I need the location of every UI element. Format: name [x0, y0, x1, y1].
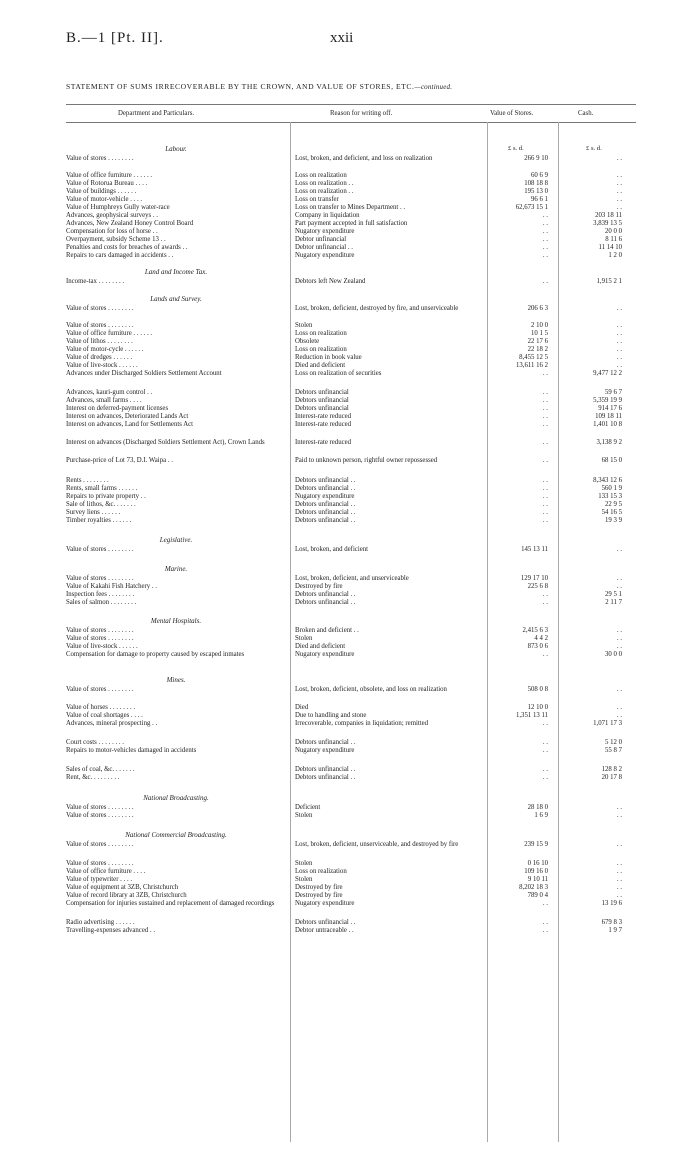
stores-value-cell: . . — [542, 747, 548, 754]
particulars-cell: Inspection fees . . . . . . . . — [66, 591, 135, 598]
stores-value-cell: 62,673 15 1 — [515, 204, 548, 211]
stores-value-cell: . . — [542, 252, 548, 259]
particulars-cell: Advances, kauri-gum control . . — [66, 389, 153, 396]
stores-value-cell: . . — [542, 439, 548, 446]
reason-cell: Broken and deficient . . — [295, 627, 359, 634]
particulars-cell: Advances, geophysical surveys . . — [66, 212, 158, 219]
reason-cell: Nugatory expenditure — [295, 651, 355, 658]
stores-value-cell: . . — [542, 927, 548, 934]
cash-value-cell: . . — [616, 635, 622, 642]
stores-value-cell: . . — [542, 405, 548, 412]
particulars-cell: Value of Kakahi Fish Hatchery . . — [66, 583, 157, 590]
cash-value-cell: . . — [616, 812, 622, 819]
particulars-cell: Survey liens . . . . . . — [66, 509, 121, 516]
cash-value-cell: 3,839 13 5 — [593, 220, 622, 227]
cash-value-cell: . . — [616, 155, 622, 162]
stores-value-cell: . . — [542, 413, 548, 420]
reason-cell: Destroyed by fire — [295, 884, 343, 891]
particulars-cell: Value of motor-vehicle . . . . — [66, 196, 143, 203]
particulars-cell: Repairs to cars damaged in accidents . . — [66, 252, 174, 259]
particulars-cell: Value of record library at 3ZB, Christchurch — [66, 892, 187, 899]
cash-value-cell: . . — [616, 172, 622, 179]
reason-cell: Debtors unfinancial — [295, 389, 349, 396]
particulars-cell: Value of typewriter . . . . — [66, 876, 133, 883]
stores-value-cell: 1 6 9 — [534, 812, 548, 819]
cash-value-cell: 8 11 6 — [605, 236, 622, 243]
cash-value-cell: 3,138 9 2 — [596, 439, 622, 446]
particulars-cell: Income-tax . . . . . . . . — [66, 278, 125, 285]
cash-unit-label: £ s. d. — [586, 145, 602, 152]
reason-cell: Nugatory expenditure — [295, 747, 355, 754]
reason-cell: Paid to unknown person, rightful owner repossessed — [295, 457, 438, 464]
stores-value-cell: . . — [542, 212, 548, 219]
particulars-cell: Penalties and costs for breaches of awards . . — [66, 244, 188, 251]
particulars-cell: Value of office furniture . . . . — [66, 868, 146, 875]
cash-value-cell: . . — [616, 204, 622, 211]
cash-value-cell: . . — [616, 354, 622, 361]
cash-value-cell: 1 2 0 — [608, 252, 622, 259]
stores-value-cell: . . — [542, 739, 548, 746]
title-suffix: —continued. — [414, 83, 453, 91]
stores-value-cell: . . — [542, 900, 548, 907]
stores-value-cell: . . — [542, 509, 548, 516]
reason-cell: Interest-rate reduced — [295, 439, 352, 446]
stores-value-cell: 8,455 12 5 — [519, 354, 548, 361]
reason-cell: Loss on transfer — [295, 196, 339, 203]
section-heading: Marine. — [164, 565, 188, 573]
stores-value-cell: . . — [542, 228, 548, 235]
cash-value-cell: 1,071 17 3 — [593, 720, 622, 727]
cash-value-cell: . . — [616, 188, 622, 195]
cash-value-cell: 55 8 7 — [605, 747, 622, 754]
section-heading: Legislative. — [159, 536, 193, 544]
reason-cell: Debtors unfinancial . . — [295, 774, 356, 781]
particulars-cell: Radio advertising . . . . . . — [66, 919, 135, 926]
cash-value-cell: 1,915 2 1 — [596, 278, 622, 285]
particulars-cell: Interest on advances, Land for Settlements Act — [66, 421, 194, 428]
stores-value-cell: 129 17 10 — [520, 575, 548, 582]
cash-value-cell: 914 17 6 — [598, 405, 622, 412]
stores-value-cell: . . — [542, 599, 548, 606]
reason-cell: Debtor unfinancial — [295, 236, 347, 243]
particulars-cell: Value of motor-cycle . . . . . . — [66, 346, 144, 353]
section-heading: National Broadcasting. — [143, 794, 209, 802]
reason-cell: Interest-rate reduced — [295, 413, 352, 420]
particulars-cell: Repairs to private property . . — [66, 493, 146, 500]
reason-cell: Reduction in book value — [295, 354, 362, 361]
cash-value-cell: 109 18 11 — [595, 413, 622, 420]
cash-value-cell: . . — [616, 627, 622, 634]
reason-cell: Stolen — [295, 812, 313, 819]
section-heading: Lands and Survey. — [150, 295, 202, 303]
section-heading: Mental Hospitals. — [150, 617, 202, 625]
reason-cell: Debtors unfinancial . . — [295, 501, 356, 508]
stores-value-cell: 0 16 10 — [527, 860, 548, 867]
particulars-cell: Value of office furniture . . . . . . — [66, 330, 153, 337]
stores-value-cell: . . — [542, 389, 548, 396]
particulars-cell: Value of dredges . . . . . . — [66, 354, 133, 361]
particulars-cell: Value of live-stock . . . . . . — [66, 362, 138, 369]
stores-value-cell: 28 18 0 — [527, 804, 548, 811]
cash-value-cell: 20 17 8 — [601, 774, 622, 781]
particulars-cell: Value of Humphreys Gully water-race — [66, 204, 170, 211]
particulars-cell: Value of coal shortages . . . . — [66, 712, 143, 719]
reason-cell: Debtors unfinancial . . — [295, 485, 356, 492]
reason-cell: Debtors unfinancial . . — [295, 919, 356, 926]
particulars-cell: Value of stores . . . . . . . . — [66, 860, 134, 867]
reason-cell: Destroyed by fire — [295, 583, 343, 590]
cash-value-cell: 54 16 5 — [601, 509, 622, 516]
particulars-cell: Sale of lithos, &c. . . . . . . — [66, 501, 136, 508]
particulars-cell: Advances, New Zealand Honey Control Board — [66, 220, 194, 227]
reason-cell: Interest-rate reduced — [295, 421, 352, 428]
particulars-cell: Timber royalties . . . . . . — [66, 517, 132, 524]
particulars-cell: Rents . . . . . . . . — [66, 477, 109, 484]
cash-value-cell: . . — [616, 884, 622, 891]
cash-value-cell: 128 8 2 — [601, 766, 622, 773]
col-header-reason: Reason for writing off. — [330, 110, 393, 117]
stores-value-cell: 9 10 11 — [527, 876, 548, 883]
reason-cell: Debtors unfinancial . . — [295, 739, 356, 746]
cash-value-cell: . . — [616, 322, 622, 329]
reason-cell: Stolen — [295, 635, 313, 642]
cash-value-cell: 2 11 7 — [605, 599, 622, 606]
page-number: xxii — [330, 30, 354, 46]
reason-cell: Lost, broken, deficient, and unserviceable — [295, 575, 409, 582]
stores-value-cell: 873 0 6 — [527, 643, 548, 650]
cash-value-cell: . . — [616, 892, 622, 899]
particulars-cell: Overpayment, subsidy Scheme 13 . . — [66, 236, 166, 243]
particulars-cell: Value of buildings . . . . . . — [66, 188, 137, 195]
particulars-cell: Value of stores . . . . . . . . — [66, 546, 134, 553]
cash-value-cell: 5 12 0 — [605, 739, 622, 746]
particulars-cell: Interest on deferred-payment licenses — [66, 405, 169, 412]
reason-cell: Debtors unfinancial . . — [295, 517, 356, 524]
cash-value-cell: 203 18 11 — [595, 212, 622, 219]
reason-cell: Debtors unfinancial . . — [295, 766, 356, 773]
particulars-cell: Interest on advances (Discharged Soldiers Settlement Act), Crown Lands — [66, 439, 265, 446]
cash-value-cell: . . — [616, 330, 622, 337]
stores-value-cell: 108 18 8 — [524, 180, 548, 187]
cash-value-cell: 68 15 0 — [601, 457, 622, 464]
stores-value-cell: . . — [542, 766, 548, 773]
cash-value-cell: . . — [616, 860, 622, 867]
reason-cell: Died and deficient — [295, 362, 346, 369]
cash-value-cell: . . — [616, 876, 622, 883]
stores-value-cell: 195 13 0 — [524, 188, 548, 195]
cash-value-cell: 30 0 0 — [605, 651, 622, 658]
stores-value-cell: 508 0 8 — [527, 686, 548, 693]
title-text: STATEMENT OF SUMS IRRECOVERABLE BY THE CROWN, AND VALUE OF STORES, ETC. — [66, 82, 415, 91]
reason-cell: Nugatory expenditure — [295, 493, 355, 500]
reason-cell: Lost, broken, and deficient — [295, 546, 369, 553]
particulars-cell: Value of stores . . . . . . . . — [66, 575, 134, 582]
col-header-particulars: Department and Particulars. — [118, 110, 195, 117]
particulars-cell: Compensation for damage to property caused by escaped inmates — [66, 651, 245, 658]
cash-value-cell: 11 14 10 — [598, 244, 622, 251]
particulars-cell: Value of office furniture . . . . . . — [66, 172, 153, 179]
stores-value-cell: 145 13 11 — [521, 546, 548, 553]
particulars-cell: Advances under Discharged Soldiers Settlement Account — [66, 370, 222, 377]
cash-value-cell: . . — [616, 546, 622, 553]
stores-unit-label: £ s. d. — [508, 145, 524, 152]
cash-value-cell: 9,477 12 2 — [593, 370, 622, 377]
reason-cell: Loss on realization — [295, 330, 347, 337]
reason-cell: Nugatory expenditure — [295, 228, 355, 235]
particulars-cell: Value of stores . . . . . . . . — [66, 804, 134, 811]
stores-value-cell: 789 0 4 — [527, 892, 548, 899]
stores-value-cell: 10 1 5 — [531, 330, 548, 337]
particulars-cell: Value of stores . . . . . . . . — [66, 627, 134, 634]
cash-value-cell: . . — [616, 583, 622, 590]
particulars-cell: Advances, small farms . . . . — [66, 397, 142, 404]
stores-value-cell: 109 16 0 — [524, 868, 548, 875]
particulars-cell: Compensation for loss of horse . . — [66, 228, 158, 235]
stores-value-cell: . . — [542, 720, 548, 727]
page-reference: B.—1 [Pt. II]. — [66, 30, 164, 46]
stores-value-cell: . . — [542, 220, 548, 227]
cash-value-cell: 679 8 3 — [601, 919, 622, 926]
reason-cell: Debtors unfinancial . . — [295, 599, 356, 606]
reason-cell: Loss on realization of securities — [295, 370, 382, 377]
cash-value-cell: . . — [616, 841, 622, 848]
stores-value-cell: 12 10 0 — [527, 704, 548, 711]
stores-value-cell: 225 6 8 — [527, 583, 548, 590]
cash-value-cell: . . — [616, 338, 622, 345]
particulars-cell: Value of stores . . . . . . . . — [66, 155, 134, 162]
reason-cell: Died and deficient — [295, 643, 346, 650]
particulars-cell: Interest on advances, Deteriorated Lands Act — [66, 413, 189, 420]
cash-value-cell: . . — [616, 643, 622, 650]
reason-cell: Debtors unfinancial . . — [295, 477, 356, 484]
stores-value-cell: . . — [542, 421, 548, 428]
stores-value-cell: . . — [542, 517, 548, 524]
stores-value-cell: . . — [542, 919, 548, 926]
reason-cell: Irrecoverable, companies in liquidation; remitted — [295, 720, 429, 727]
cash-value-cell: 8,343 12 6 — [593, 477, 622, 484]
reason-cell: Loss on realization . . — [295, 180, 354, 187]
stores-value-cell: . . — [542, 244, 548, 251]
reason-cell: Stolen — [295, 860, 313, 867]
section-heading: Labour. — [165, 145, 187, 153]
particulars-cell: Value of Rotorua Bureau . . . . — [66, 180, 148, 187]
stores-value-cell: . . — [542, 501, 548, 508]
particulars-cell: Value of stores . . . . . . . . — [66, 635, 134, 642]
stores-value-cell: 60 6 9 — [531, 172, 548, 179]
cash-value-cell: . . — [616, 712, 622, 719]
cash-value-cell: . . — [616, 575, 622, 582]
stores-value-cell: . . — [542, 591, 548, 598]
stores-value-cell: . . — [542, 651, 548, 658]
reason-cell: Debtors left New Zealand — [295, 278, 366, 285]
reason-cell: Loss on realization — [295, 346, 347, 353]
reason-cell: Loss on transfer to Mines Department . . — [295, 204, 406, 211]
reason-cell: Company in liquidation — [295, 212, 360, 219]
cash-value-cell: 1,401 10 8 — [593, 421, 622, 428]
reason-cell: Deficient — [295, 804, 321, 811]
particulars-cell: Travelling-expenses advanced . . — [66, 927, 156, 934]
section-heading: Land and Income Tax. — [144, 268, 208, 276]
stores-value-cell: . . — [542, 278, 548, 285]
cash-value-cell: 22 9 5 — [605, 501, 622, 508]
cash-value-cell: . . — [616, 804, 622, 811]
stores-value-cell: . . — [542, 477, 548, 484]
stores-value-cell: 2,415 6 3 — [522, 627, 548, 634]
particulars-cell: Value of horses . . . . . . . . — [66, 704, 136, 711]
stores-value-cell: 206 6 3 — [527, 305, 548, 312]
cash-value-cell: 5,359 19 9 — [593, 397, 622, 404]
stores-value-cell: 22 17 6 — [527, 338, 548, 345]
cash-value-cell: 1 9 7 — [608, 927, 622, 934]
stores-value-cell: 2 10 0 — [531, 322, 548, 329]
reason-cell: Lost, broken, deficient, unserviceable, and destroyed by fire — [295, 841, 459, 848]
stores-value-cell: . . — [542, 236, 548, 243]
reason-cell: Debtors unfinancial . . — [295, 509, 356, 516]
cash-value-cell: . . — [616, 686, 622, 693]
particulars-cell: Value of stores . . . . . . . . — [66, 322, 134, 329]
particulars-cell: Repairs to motor-vehicles damaged in accidents — [66, 747, 197, 754]
stores-value-cell: . . — [542, 774, 548, 781]
particulars-cell: Sales of salmon . . . . . . . . — [66, 599, 137, 606]
cash-value-cell: . . — [616, 704, 622, 711]
stores-value-cell: 96 6 1 — [531, 196, 548, 203]
particulars-cell: Compensation for injuries sustained and replacement of damaged recordings — [66, 900, 275, 907]
reason-cell: Obsolete — [295, 338, 320, 345]
cash-value-cell: 29 5 1 — [605, 591, 622, 598]
cash-value-cell: 59 6 7 — [605, 389, 622, 396]
particulars-cell: Rents, small farms . . . . . . — [66, 485, 138, 492]
reason-cell: Died — [295, 704, 309, 711]
particulars-cell: Value of lithos . . . . . . . . — [66, 338, 133, 345]
reason-cell: Part payment accepted in full satisfaction — [295, 220, 408, 227]
particulars-cell: Rent, &c. . . . . . . . . — [66, 774, 120, 781]
cash-value-cell: 20 0 0 — [605, 228, 622, 235]
section-heading: Mines. — [166, 676, 186, 684]
cash-value-cell: . . — [616, 362, 622, 369]
stores-value-cell: 266 9 10 — [524, 155, 548, 162]
stores-value-cell: . . — [542, 493, 548, 500]
reason-cell: Stolen — [295, 876, 313, 883]
reason-cell: Nugatory expenditure — [295, 900, 355, 907]
stores-value-cell: 239 15 9 — [524, 841, 548, 848]
cash-value-cell: . . — [616, 180, 622, 187]
section-heading: National Commercial Broadcasting. — [125, 831, 227, 839]
reason-cell: Debtors unfinancial — [295, 397, 349, 404]
cash-value-cell: 133 15 3 — [598, 493, 622, 500]
stores-value-cell: 8,202 18 3 — [519, 884, 548, 891]
particulars-cell: Value of stores . . . . . . . . — [66, 812, 134, 819]
particulars-cell: Advances, mineral prospecting . . — [66, 720, 158, 727]
reason-cell: Loss on realization — [295, 172, 347, 179]
cash-value-cell: . . — [616, 305, 622, 312]
cash-value-cell: . . — [616, 868, 622, 875]
stores-value-cell: 1,351 13 11 — [515, 712, 548, 719]
stores-value-cell: . . — [542, 485, 548, 492]
particulars-cell: Court costs . . . . . . . . — [66, 739, 124, 746]
particulars-cell: Value of stores . . . . . . . . — [66, 841, 134, 848]
reason-cell: Debtor untraceable . . — [295, 927, 354, 934]
particulars-cell: Value of stores . . . . . . . . — [66, 305, 134, 312]
reason-cell: Stolen — [295, 322, 313, 329]
particulars-cell: Sales of coal, &c. . . . . . . — [66, 766, 135, 773]
reason-cell: Due to handling and stone — [295, 712, 367, 719]
reason-cell: Loss on realization — [295, 868, 347, 875]
stores-value-cell: 13,611 16 2 — [515, 362, 548, 369]
cash-value-cell: . . — [616, 196, 622, 203]
cash-value-cell: . . — [616, 346, 622, 353]
reason-cell: Debtors unfinancial . . — [295, 591, 356, 598]
col-header-cash: Cash. — [578, 110, 594, 117]
reason-cell: Lost, broken, and deficient, and loss on realization — [295, 155, 433, 162]
particulars-cell: Purchase-price of Lot 73, D.I. Waipa . . — [66, 457, 173, 464]
reason-cell: Lost, broken, deficient, destroyed by fire, and unserviceable — [295, 305, 459, 312]
reason-cell: Nugatory expenditure — [295, 252, 355, 259]
cash-value-cell: 19 3 9 — [605, 517, 622, 524]
reason-cell: Debtors unfinancial — [295, 405, 349, 412]
stores-value-cell: 4 4 2 — [534, 635, 548, 642]
stores-value-cell: 22 18 2 — [527, 346, 548, 353]
stores-value-cell: . . — [542, 370, 548, 377]
cash-value-cell: 13 19 6 — [601, 900, 622, 907]
reason-cell: Lost, broken, deficient, obsolete, and loss on realization — [295, 686, 447, 693]
particulars-cell: Value of equipment at 3ZB, Christchurch — [66, 884, 179, 891]
reason-cell: Loss on realization . . — [295, 188, 354, 195]
col-header-stores: Value of Stores. — [490, 110, 534, 117]
reason-cell: Destroyed by fire — [295, 892, 343, 899]
particulars-cell: Value of live-stock . . . . . . — [66, 643, 138, 650]
particulars-cell: Value of stores . . . . . . . . — [66, 686, 134, 693]
stores-value-cell: . . — [542, 457, 548, 464]
cash-value-cell: 560 1 9 — [601, 485, 622, 492]
stores-value-cell: . . — [542, 397, 548, 404]
reason-cell: Debtor unfinancial . . — [295, 244, 353, 251]
